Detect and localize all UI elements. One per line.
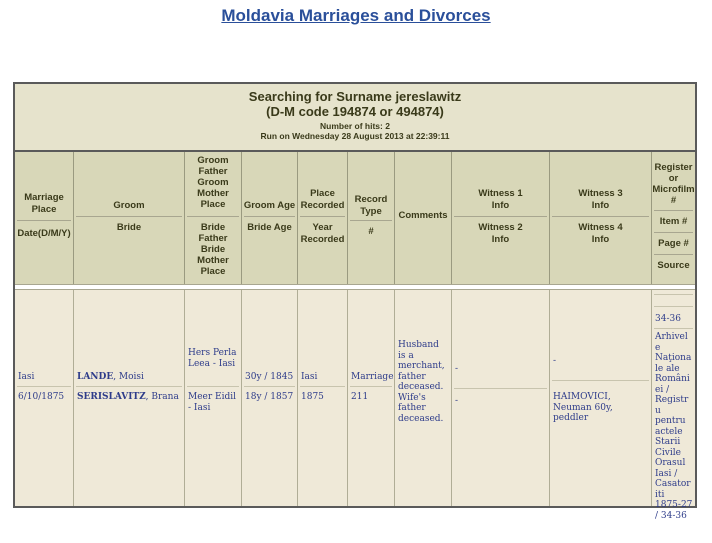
search-dm-code-line: (D-M code 194874 or 494874) (266, 104, 444, 119)
comments: Husband is a merchant, father deceased. Wife's father deceased. (398, 340, 445, 424)
cell-divider (17, 386, 71, 387)
marriage-place: Iasi (18, 372, 35, 382)
cell-witness-1-2 (452, 290, 550, 506)
header-page-label: Page # (658, 238, 689, 249)
header-bottom-label: Bride Father Bride Mother Place (197, 222, 229, 277)
witness-1: - (455, 364, 459, 374)
cell-place-year (298, 290, 348, 506)
hits-count: Number of hits: 2 (320, 121, 390, 131)
cell-groom-bride (74, 290, 185, 506)
header-record-type (348, 152, 395, 284)
record-number: 211 (351, 392, 369, 402)
header-divider (76, 216, 182, 217)
cell-divider (654, 306, 693, 307)
bride-parents: Meer Eidil - Iasi (188, 392, 236, 413)
cell-witness-3-4 (550, 290, 652, 506)
header-bottom-label: # (368, 226, 374, 237)
place-recorded: Iasi (301, 372, 318, 382)
bride-name (77, 392, 182, 403)
year-recorded: 1875 (301, 392, 324, 402)
header-bottom-label: Bride Age (247, 222, 292, 233)
results-table (13, 82, 697, 521)
cell-divider (654, 294, 693, 295)
cell-parents (185, 290, 242, 506)
header-divider (187, 216, 239, 217)
header-bottom-label: Witness 2 Info (478, 222, 523, 245)
header-bottom-label: Year Recorded (300, 222, 345, 245)
header-top-label: Groom (113, 200, 145, 211)
header-divider (654, 254, 693, 255)
cell-divider (76, 386, 182, 387)
search-summary (15, 84, 695, 152)
header-divider (17, 220, 71, 221)
groom-parents: Hers Perla Leea - Iasi (188, 348, 237, 369)
groom-name (77, 372, 182, 383)
header-top-label: Comments (398, 210, 448, 221)
header-divider (300, 216, 345, 217)
bride-given-name: , Brana (145, 392, 179, 402)
cell-record-type (348, 290, 395, 506)
header-top-label: Witness 3 Info (578, 188, 623, 211)
header-top-label: Groom Father Groom Mother Place (197, 155, 229, 210)
header-place-year-recorded (298, 152, 348, 284)
bride-surname: SERISLAVITZ (77, 392, 146, 402)
header-divider (654, 232, 693, 233)
cell-divider (350, 386, 392, 387)
header-top-label: Marriage Place (24, 192, 64, 215)
record-type: Marriage (351, 372, 394, 382)
header-top-label: Groom Age (243, 200, 296, 211)
header-top-label: Register or Microfilm # (652, 162, 695, 206)
header-ages (242, 152, 298, 284)
page-title: Moldavia Marriages and Divorces (221, 6, 491, 25)
header-comments (395, 152, 452, 284)
header-witness-3-4 (550, 152, 652, 284)
header-item-label: Item # (659, 216, 688, 227)
header-divider (350, 220, 392, 221)
header-top-label: Witness 1 Info (478, 188, 523, 211)
header-bottom-label: Bride (116, 222, 142, 233)
header-bottom-label: Witness 4 Info (578, 222, 623, 245)
header-groom-bride (74, 152, 185, 284)
header-witness-1-2 (452, 152, 550, 284)
header-bottom-label: Source (657, 260, 690, 271)
cell-divider (187, 386, 239, 387)
header-divider (552, 216, 649, 217)
header-divider (244, 216, 295, 217)
header-top-label: Place Recorded (300, 188, 345, 211)
cell-divider (300, 386, 345, 387)
header-parents (185, 152, 242, 284)
witness-3: - (553, 356, 557, 366)
cell-divider (454, 388, 547, 389)
cell-divider (244, 386, 295, 387)
groom-surname: LANDE (77, 372, 114, 382)
header-divider (654, 210, 693, 211)
header-register (652, 152, 695, 284)
bride-age: 18y / 1857 (245, 392, 294, 402)
search-surname-line: Searching for Surname jereslawitz (248, 89, 462, 104)
header-divider (454, 216, 547, 217)
cell-comments (395, 290, 452, 506)
header-bottom-label: Date(D/M/Y) (17, 228, 71, 239)
marriage-date: 6/10/1875 (18, 392, 65, 402)
source: Arhivele Naţionale ale României / Registru pentru actele Starii Civile Orasul Iasi / Casatoriti 1875-27 / 34-36 (655, 332, 693, 521)
page-number: 34-36 (655, 314, 681, 324)
header-marriage-place (15, 152, 74, 284)
groom-age: 30y / 1845 (245, 372, 294, 382)
cell-ages (242, 290, 298, 506)
cell-divider (654, 328, 693, 329)
witness-2: - (455, 396, 459, 406)
run-timestamp: Run on Wednesday 28 August 2013 at 22:39:11 (260, 131, 450, 141)
cell-marriage-place (15, 290, 74, 506)
cell-divider (552, 380, 649, 381)
header-top-label: Record Type (354, 194, 388, 217)
groom-given-name: , Moisi (113, 372, 144, 382)
witness-4: HAIMOVICI, Neuman 60y, peddler (553, 392, 613, 423)
cell-register (652, 290, 695, 521)
